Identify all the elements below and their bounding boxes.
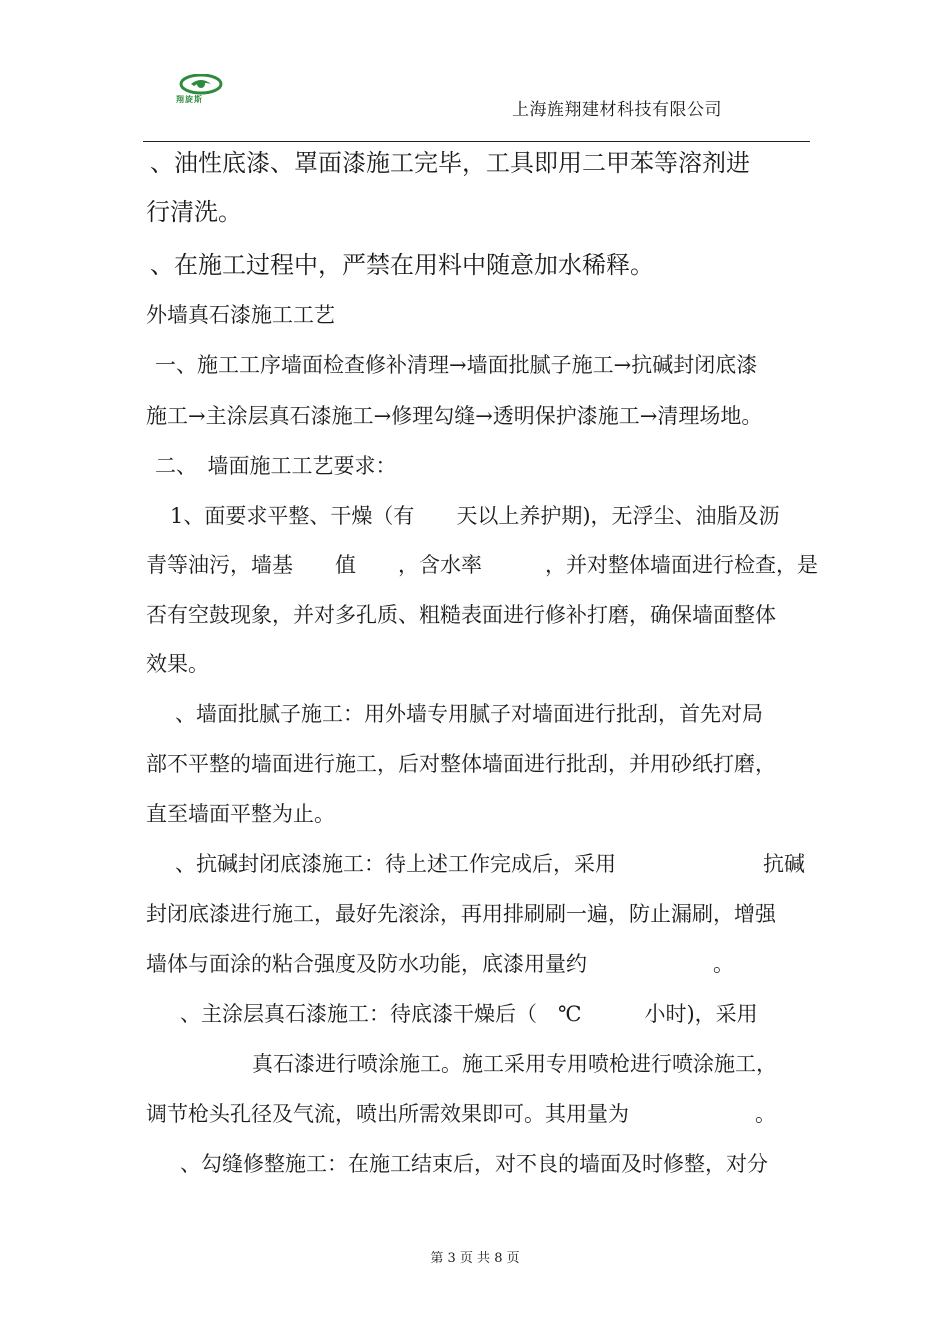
paragraph-line: 真石漆进行喷涂施工。施工采用专用喷枪进行喷涂施工，: [252, 1052, 777, 1076]
paragraph-line: 部不平整的墙面进行施工，后对整体墙面进行批刮，并用砂纸打磨，: [146, 752, 776, 776]
paragraph-line: 效果。: [146, 652, 209, 676]
paragraph-line: 调节枪头孔径及气流，喷出所需效果即可。其用量为 。: [146, 1102, 776, 1126]
section-heading: 二、 墙面施工工艺要求：: [155, 454, 397, 478]
header-divider: [143, 141, 810, 142]
paragraph-line: 施工→主涂层真石漆施工→修理勾缝→透明保护漆施工→清理场地。: [146, 404, 763, 428]
logo-text: 翔旋斯: [176, 95, 203, 104]
company-logo: [172, 74, 230, 108]
section-title: 外墙真石漆施工工艺: [146, 303, 335, 327]
paragraph-line: 否有空鼓现象，并对多孔质、粗糙表面进行修补打磨，确保墙面整体: [146, 603, 776, 627]
paragraph-line: 青等油污，墙基 值 ，含水率 ，并对整体墙面进行检查，是: [146, 553, 818, 577]
paragraph-line: 封闭底漆进行施工，最好先滚涂，再用排刷刷一遍，防止漏刷，增强: [146, 902, 776, 926]
paragraph-line: 直至墙面平整为止。: [146, 802, 335, 826]
company-name: 上海旌翔建材科技有限公司: [512, 100, 722, 120]
paragraph-line: 、主涂层真石漆施工：待底漆干燥后（ ℃ 小时)，采用: [180, 1002, 758, 1026]
page-number: 第 3 页 共 8 页: [430, 1251, 520, 1266]
paragraph-line: 、油性底漆、罩面漆施工完毕，工具即用二甲苯等溶剂进: [150, 149, 750, 177]
paragraph-line: 墙体与面涂的粘合强度及防水功能，底漆用量约 。: [146, 952, 734, 976]
paragraph-line: 、抗碱封闭底漆施工：待上述工作完成后，采用 抗碱: [175, 852, 805, 876]
paragraph-line: 1、面要求平整、干燥（有 天以上养护期)，无浮尘、油脂及沥: [170, 504, 780, 528]
paragraph-line: 、在施工过程中，严禁在用料中随意加水稀释。: [150, 251, 654, 279]
paragraph-line: 行清洗。: [146, 198, 242, 226]
paragraph-line: 、墙面批腻子施工：用外墙专用腻子对墙面进行批刮，首先对局: [175, 702, 763, 726]
paragraph-line: 一、施工工序墙面检查修补清理→墙面批腻子施工→抗碱封闭底漆: [155, 353, 758, 377]
paragraph-line: 、勾缝修整施工：在施工结束后，对不良的墙面及时修整，对分: [180, 1152, 768, 1176]
